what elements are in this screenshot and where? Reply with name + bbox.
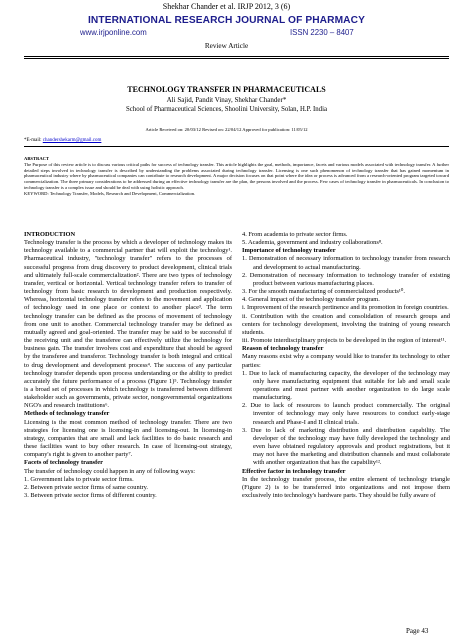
- facets-list-item: 2. Between private sector firms of same country.: [24, 483, 148, 491]
- article-dates: Article Received on: 20/03/12 Revised on: 22/04/12 Approved for publication: 11/05/12: [145, 127, 308, 132]
- abstract-divider: [24, 146, 449, 147]
- importance-list-item: 1. Demonstration of necessary information to technology transfer from research and development to actual manufacturing.: [242, 255, 450, 271]
- email-line: [24, 138, 101, 143]
- left-column: [24, 231, 232, 500]
- methods-heading: Methods of technology transfer: [24, 410, 110, 418]
- introduction-paragraph: Technology transfer is the process by which a developer of technology makes its technology available to a commercial partner that will exploit the technology¹. Pharmaceutical industry, "technology transfer" refers to the processes of successful progress from drug discovery to product development, clinical trials and ultimately full-scale commercialization². There are two types of technology transfer, vertical or horizontal. Vertical technology transfer refers to transfer of technology from basic research to development and production respectively. Whereas, horizontal technology transfer refers to the movement and application of technology used in one place or context to another place³. The term technology transfer can be defined as the process of movement of technology from one unit to another. Commercial technology transfer may be defined as mutually agreed and goal-oriented. The transfer may be said to be successful if the receiving unit and the transferee can effectively utilize the technology for business gain. The transfer involves cost and expenditure that should be agreed by the transferee and transferor. Technology transfer is both integral and critical to drug development and development process⁴. The success of any particular technology transfer depends upon process understanding or the ability to predict accurately the future performance of a process (Figure 1)⁵. Technology transfer is a broad set of processes in which technology is transferred between different stakeholder such as governments, private sector, nongovernmental organizations NGO's and research institutions⁶.: [24, 239, 232, 410]
- importance-list-item: 4. General impact of the technology transfer program.: [242, 296, 380, 304]
- importance-heading: Importance of technology transfer: [242, 247, 336, 255]
- article-affiliation: School of Pharmaceutical Sciences, Shoolini University, Solan, H.P. India: [126, 106, 327, 113]
- abstract: [24, 156, 449, 197]
- article-authors: Ali Sajid, Pandit Vinay, Shekhar Chander*: [166, 96, 287, 104]
- email-label: *E-mail:: [24, 138, 43, 143]
- right-column: [242, 231, 450, 500]
- abstract-heading: ABSTRACT: [24, 156, 50, 161]
- journal-url-link[interactable]: www.irjponline.com: [80, 28, 147, 37]
- facets-paragraph: The transfer of technology could happen in any of following ways:: [24, 467, 196, 475]
- abstract-text: The Purpose of this review article is to discuss various critical paths for success of technology transfer. This article highlights the goal, methods, importance, facets and various models associated with technology transfer. A further detailed steps involved in technology transfer is described by understanding the problems associated during technology transfer. Licensing is one such phenomenon of technology transfer that has gained momentum in pharmaceutical industry where by pharmaceutical companies can contribute to research development. A major decision focuses on that point where the idea or process is advanced from a research-oriented program targeted toward commercialization. The three primary considerations to be addressed during an effective technology transfer are the plan, the persons involved and the process. Few cases of technology transfer in pharmaceuticals. In conclusion to technology transfer is a complex issue and should be deal with using holistic approach.: [24, 161, 449, 190]
- reason-list-item: 2. Due to lack of resources to launch product commercially. The original inventor of technology may only have resources to conduct early-stage research and Phase-I and II clinical trials.: [242, 402, 450, 426]
- issn-number: ISSN 2230 – 8407: [290, 28, 354, 37]
- effective-heading: Effective factor in technology transfer: [242, 467, 346, 475]
- reason-heading: Reason of technology transfer: [242, 345, 324, 353]
- roman-list-item: ii. Contribution with the creation and consolidation of research groups and centers for technology development, involving the training of young research students.: [242, 312, 450, 336]
- importance-list-item: 2. Demonstration of necessary information to technology transfer of existing product between various manufacturing places.: [242, 271, 450, 287]
- facets-list-item: 5. Academia, government and industry collaborations⁸.: [242, 239, 383, 247]
- journal-title: INTERNATIONAL RESEARCH JOURNAL OF PHARMACY: [87, 15, 365, 26]
- running-head: Shekhar Chander et al. IRJP 2012, 3 (6): [162, 2, 291, 11]
- methods-paragraph: Licensing is the most common method of technology transfer. There are two strategies for licensing one is licensing-in and licensing-out. In licensing-in strategy, companies that are small and lack facilities to do basic research and these facilities want to buy other research. In case of licensing-out strategy, company's right is given to another party⁷.: [24, 418, 232, 459]
- facets-list-item: 1. Government labs to private sector firms.: [24, 475, 134, 483]
- roman-list-item: i. Improvement of the research pertinence and its promotion in foreign countries.: [242, 304, 449, 312]
- facets-list-item: 3. Between private sector firms of different country.: [24, 492, 157, 499]
- article-title: TECHNOLOGY TRANSFER IN PHARMACEUTICALS: [127, 85, 326, 94]
- reason-paragraph: Many reasons exist why a company would like to transfer its technology to other parties:: [242, 353, 450, 369]
- reason-list-item: 3. Due to lack of marketing distribution and distribution capability. The developer of the technology may have fully developed the technology and even have obtained regulatory approvals and product registrations, but it may not have the marketing and distribution channels and must collaborate with another organization that has the capability¹².: [242, 426, 450, 467]
- facets-list-item: 4. From academia to private sector firms.: [242, 231, 348, 238]
- effective-paragraph: In the technology transfer process, the entire element of technology triangle (Figure 2) is to be transferred into organizations and not impose them exclusively into technology's hardware parts. They should be fully aware of: [242, 475, 450, 499]
- roman-list-item: iii. Promote interdisciplinary projects to be developed in the region of interest¹¹.: [242, 337, 447, 345]
- email-link[interactable]: chandershekarm@gmail.com: [42, 138, 102, 143]
- importance-list-item: 3. For the smooth manufacturing of commercialized products¹⁰.: [242, 288, 405, 296]
- article-type: Review Article: [204, 42, 249, 50]
- introduction-heading: INTRODUCTION: [24, 231, 76, 238]
- page-number: Page 43: [406, 627, 429, 635]
- header-divider: [24, 56, 449, 57]
- reason-list-item: 1. Due to lack of manufacturing capacity, the developer of the technology may only have manufacturing equipment that suitable for lab and small scale operations and must partner with another organization to do large scale manufacturing.: [242, 369, 450, 402]
- facets-heading: Facets of technology transfer: [24, 459, 103, 467]
- header-divider-2: [24, 58, 449, 59]
- keywords: KEYWORD: Technology Transfer, Models, Research and Development, Commercialization.: [24, 190, 196, 196]
